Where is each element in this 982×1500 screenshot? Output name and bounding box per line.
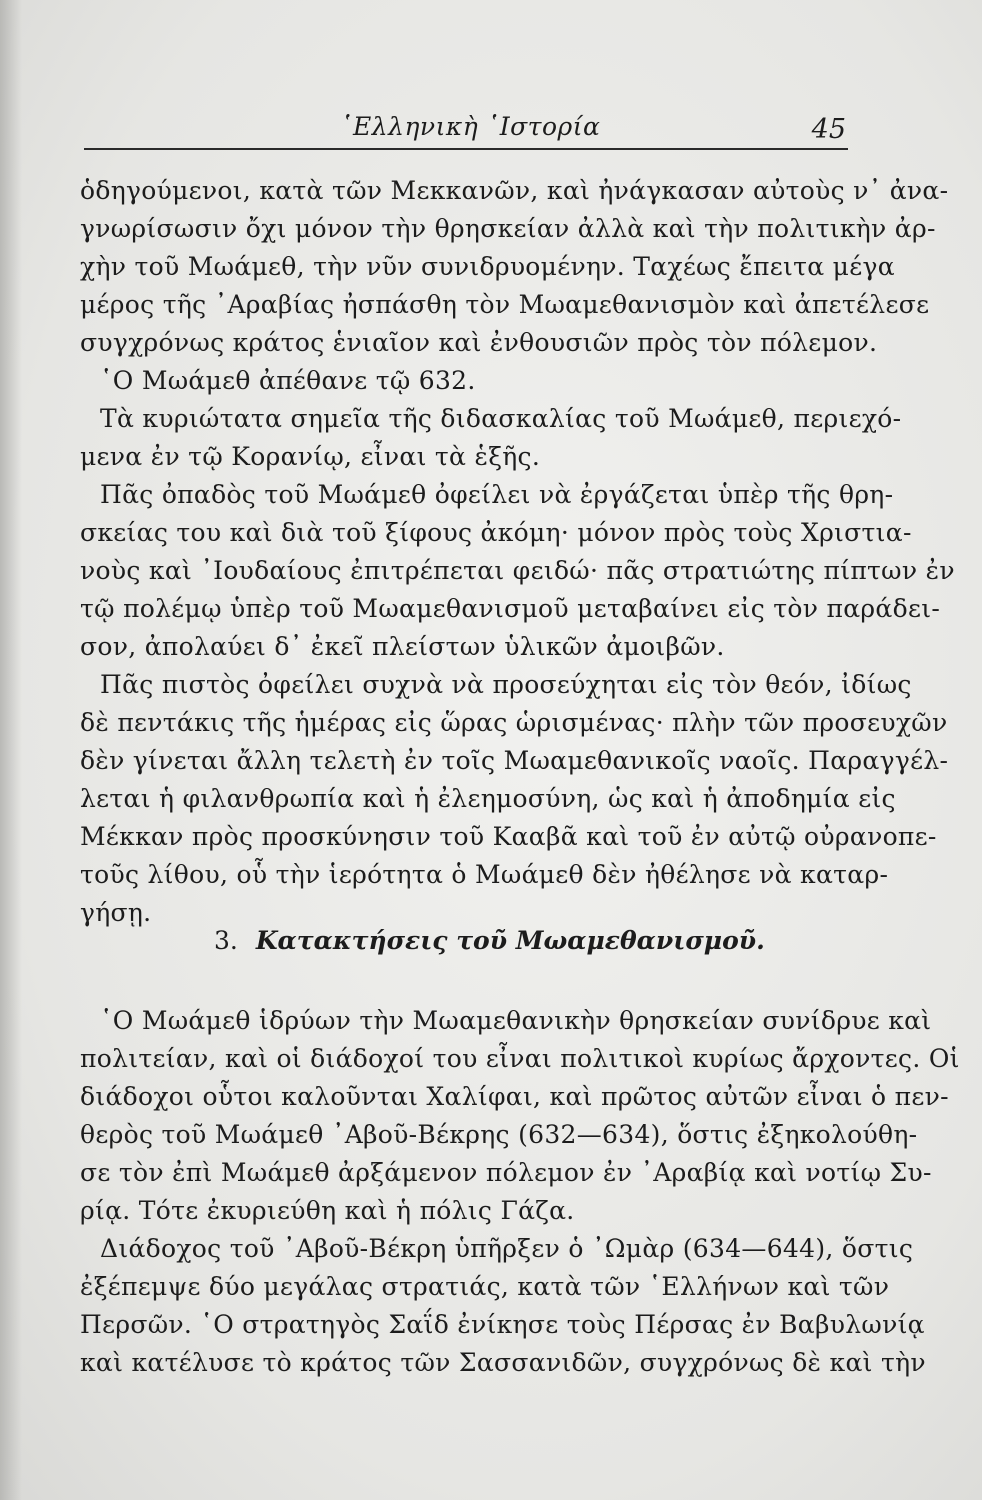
text-line: ὁδηγούμενοι, κατὰ τῶν Μεκκανῶν, καὶ ἠνάγκασαν αὐτοὺς ν᾽ ἀνα-: [80, 176, 949, 205]
text-line: Πᾶς ὀπαδὸς τοῦ Μωάμεθ ὀφείλει νὰ ἐργάζεται ὑπὲρ τῆς θρη-: [100, 480, 894, 509]
text-line: Περσῶν. ῾Ο στρατηγὸς Σαΐδ ἐνίκησε τοὺς Πέρσας ἐν Βαβυλωνίᾳ: [80, 1310, 925, 1339]
text-line: ῾Ο Μωάμεθ ἀπέθανε τῷ 632.: [100, 366, 476, 395]
text-line: Μέκκαν πρὸς προσκύνησιν τοῦ Κααβᾶ καὶ τοῦ ἐν αὐτῷ οὐρανοπε-: [80, 822, 937, 851]
text-line: μέρος τῆς ᾽Αραβίας ἠσπάσθη τὸν Μωαμεθανισμὸν καὶ ἀπετέλεσε: [80, 290, 930, 319]
text-line: συγχρόνως κράτος ἑνιαῖον καὶ ἐνθουσιῶν πρὸς τὸν πόλεμον.: [80, 328, 878, 357]
text-line: λεται ἡ φιλανθρωπία καὶ ἡ ἐλεημοσύνη, ὡς καὶ ἡ ἀποδημία εἰς: [80, 784, 896, 813]
text-line: σε τὸν ἐπὶ Μωάμεθ ἀρξάμενον πόλεμον ἐν ᾽Αραβίᾳ καὶ νοτίῳ Συ-: [80, 1158, 932, 1187]
text-line: διάδοχοι οὗτοι καλοῦνται Χαλίφαι, καὶ πρῶτος αὐτῶν εἶναι ὁ πεν-: [80, 1082, 949, 1111]
text-line: χὴν τοῦ Μωάμεθ, τὴν νῦν συνιδρυομένην. Ταχέως ἔπειτα μέγα: [80, 252, 895, 281]
section-number: 3.: [214, 926, 238, 955]
text-line: γήσῃ.: [80, 898, 152, 927]
text-line: ρίᾳ. Τότε ἐκυριεύθη καὶ ἡ πόλις Γάζα.: [80, 1196, 575, 1225]
text-line: νοὺς καὶ ᾽Ιουδαίους ἐπιτρέπεται φειδώ· πᾶς στρατιώτης πίπτων ἐν: [80, 556, 955, 585]
text-line: σον, ἀπολαύει δ᾽ ἐκεῖ πλείστων ὑλικῶν ἀμοιβῶν.: [80, 632, 725, 661]
text-line: μενα ἐν τῷ Κορανίῳ, εἶναι τὰ ἑξῆς.: [80, 442, 541, 471]
text-line: Διάδοχος τοῦ ᾽Αβοῦ-Βέκρη ὑπῆρξεν ὁ ᾽Ωμὰρ (634—644), ὅστις: [100, 1234, 914, 1263]
text-line: Τὰ κυριώτατα σημεῖα τῆς διδασκαλίας τοῦ Μωάμεθ, περιεχό-: [100, 404, 902, 433]
text-line: σκείας του καὶ διὰ τοῦ ξίφους ἀκόμη· μόνον πρὸς τοὺς Χριστια-: [80, 518, 912, 547]
page-header: [84, 112, 850, 152]
text-line: Πᾶς πιστὸς ὀφείλει συχνὰ νὰ προσεύχηται εἰς τὸν θεόν, ἰδίως: [100, 670, 912, 699]
section-heading: [214, 926, 765, 955]
running-title: ῾Ελληνικὴ ῾Ιστορία: [340, 112, 601, 141]
text-block-before-heading: [80, 172, 955, 932]
section-title: Κατακτήσεις τοῦ Μωαμεθανισμοῦ.: [255, 926, 765, 955]
text-line: ῾Ο Μωάμεθ ἱδρύων τὴν Μωαμεθανικὴν θρησκείαν συνίδρυε καὶ: [100, 1006, 932, 1035]
header-rule: [84, 148, 848, 150]
text-line: τοῦς λίθου, οὗ τὴν ἱερότητα ὁ Μωάμεθ δὲν ἠθέλησε νὰ καταρ-: [80, 860, 889, 889]
gutter-shadow: [0, 0, 22, 1500]
text-line: δὲν γίνεται ἄλλη τελετὴ ἐν τοῖς Μωαμεθανικοῖς ναοῖς. Παραγγέλ-: [80, 746, 949, 775]
text-line: θερὸς τοῦ Μωάμεθ ᾽Αβοῦ-Βέκρης (632—634), ὅστις ἐξηκολούθη-: [80, 1120, 918, 1149]
text-block-after-heading: [80, 1002, 960, 1382]
text-line: πολιτείαν, καὶ οἱ διάδοχοί του εἶναι πολιτικοὶ κυρίως ἄρχοντες. Οἱ: [80, 1044, 960, 1073]
page-number: 45: [811, 114, 846, 145]
text-line: δὲ πεντάκις τῆς ἡμέρας εἰς ὥρας ὡρισμένας· πλὴν τῶν προσευχῶν: [80, 708, 948, 737]
text-line: γνωρίσωσιν ὄχι μόνον τὴν θρησκείαν ἀλλὰ καὶ τὴν πολιτικὴν ἀρ-: [80, 214, 936, 243]
text-line: ἐξέπεμψε δύο μεγάλας στρατιάς, κατὰ τῶν ῾Ελλήνων καὶ τῶν: [80, 1272, 890, 1301]
text-line: καὶ κατέλυσε τὸ κράτος τῶν Σασσανιδῶν, συγχρόνως δὲ καὶ τὴν: [80, 1348, 926, 1377]
text-line: τῷ πολέμῳ ὑπὲρ τοῦ Μωαμεθανισμοῦ μεταβαίνει εἰς τὸν παράδει-: [80, 594, 941, 623]
